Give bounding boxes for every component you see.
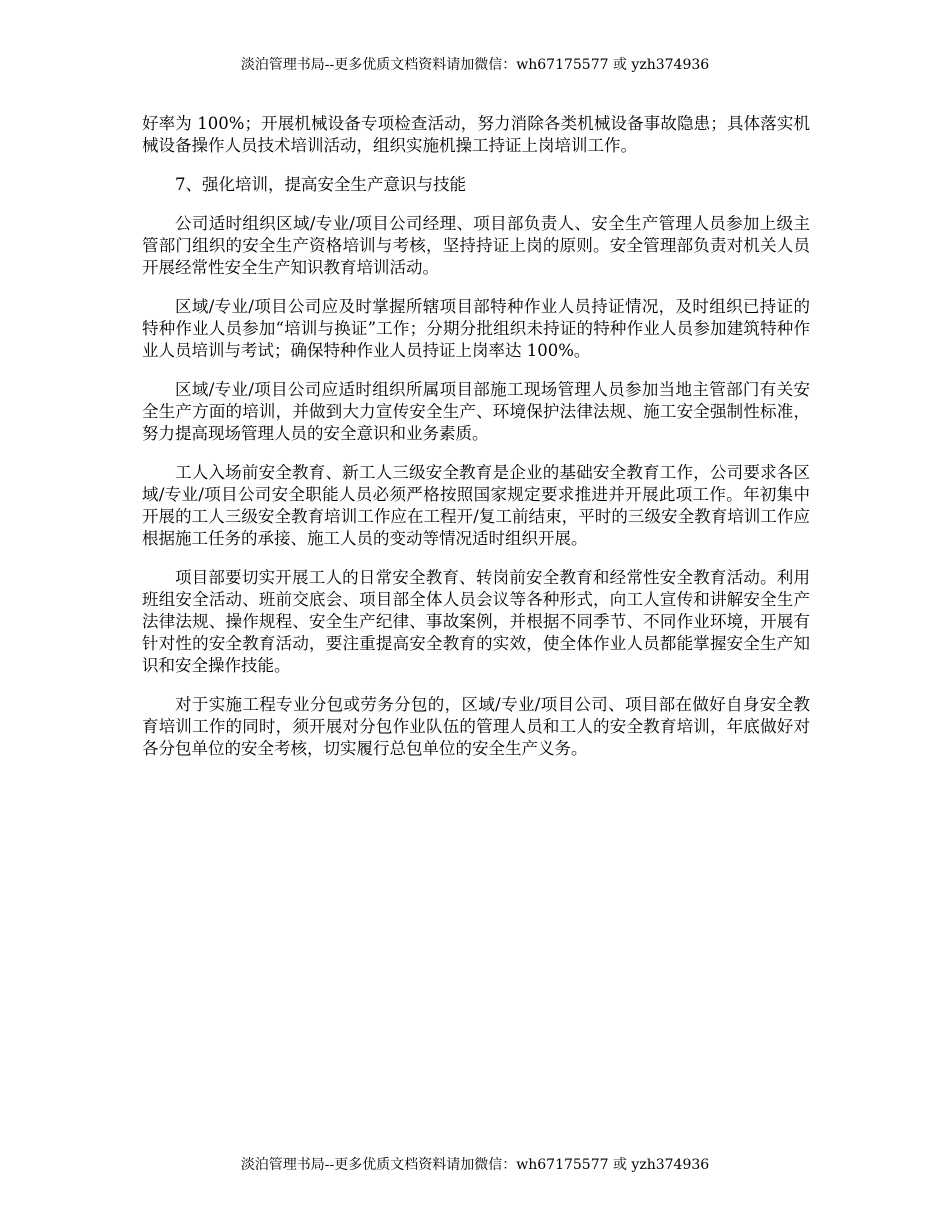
page-footer: 淡泊管理书局--更多优质文档资料请加微信：wh67175577 或 yzh374936 (240, 1157, 710, 1173)
paragraph-qualification-training: 公司适时组织区域/专业/项目公司经理、项目部负责人、安全生产管理人员参加上级主管部门组织的安全生产资格培训与考核，坚持持证上岗的原则。安全管理部负责对机关人员开展经常性安全生产知识教育培训活动。 (142, 214, 810, 277)
section-heading-7: 7、强化培训，提高安全生产意识与技能 (175, 175, 466, 194)
document-body (142, 113, 810, 777)
paragraph-three-level-education: 工人入场前安全教育、新工人三级安全教育是企业的基础安全教育工作，公司要求各区域/专业/项目公司安全职能人员必须严格按照国家规定要求推进并开展此项工作。年初集中开展的工人三级安全教育培训工作应在工程开/复工前结束，平时的三级安全教育培训工作应根据施工任务的承接、施工人员的变动等情况适时组织开展。 (142, 463, 810, 548)
paragraph-daily-education: 项目部要切实开展工人的日常安全教育、转岗前安全教育和经常性安全教育活动。利用班组安全活动、班前交底会、项目部全体人员会议等各种形式，向工人宣传和讲解安全生产法律法规、操作规程、安全生产纪律、事故案例，并根据不同季节、不同作业环境，开展有针对性的安全教育活动，要注重提高安全教育的实效，使全体作业人员都能掌握安全生产知识和安全操作技能。 (142, 568, 810, 675)
paragraph-continued: 好率为 100%；开展机械设备专项检查活动，努力消除各类机械设备事故隐患；具体落实机械设备操作人员技术培训活动，组织实施机操工持证上岗培训工作。 (142, 114, 810, 155)
page-header: 淡泊管理书局--更多优质文档资料请加微信：wh67175577 或 yzh374936 (240, 57, 710, 73)
paragraph-subcontractor-training: 对于实施工程专业分包或劳务分包的，区域/专业/项目公司、项目部在做好自身安全教育培训工作的同时，须开展对分包作业队伍的管理人员和工人的安全教育培训，年底做好对各分包单位的安全考核，切实履行总包单位的安全生产义务。 (142, 695, 810, 758)
paragraph-special-operators: 区域/专业/项目公司应及时掌握所辖项目部特种作业人员持证情况，及时组织已持证的特种作业人员参加“培训与换证”工作；分期分批组织未持证的特种作业人员参加建筑特种作业人员培训与考试；确保特种作业人员持证上岗率达 100%。 (142, 297, 810, 360)
paragraph-site-management-training: 区域/专业/项目公司应适时组织所属项目部施工现场管理人员参加当地主管部门有关安全生产方面的培训，并做到大力宣传安全生产、环境保护法律法规、施工安全强制性标准，努力提高现场管理人员的安全意识和业务素质。 (142, 380, 810, 443)
